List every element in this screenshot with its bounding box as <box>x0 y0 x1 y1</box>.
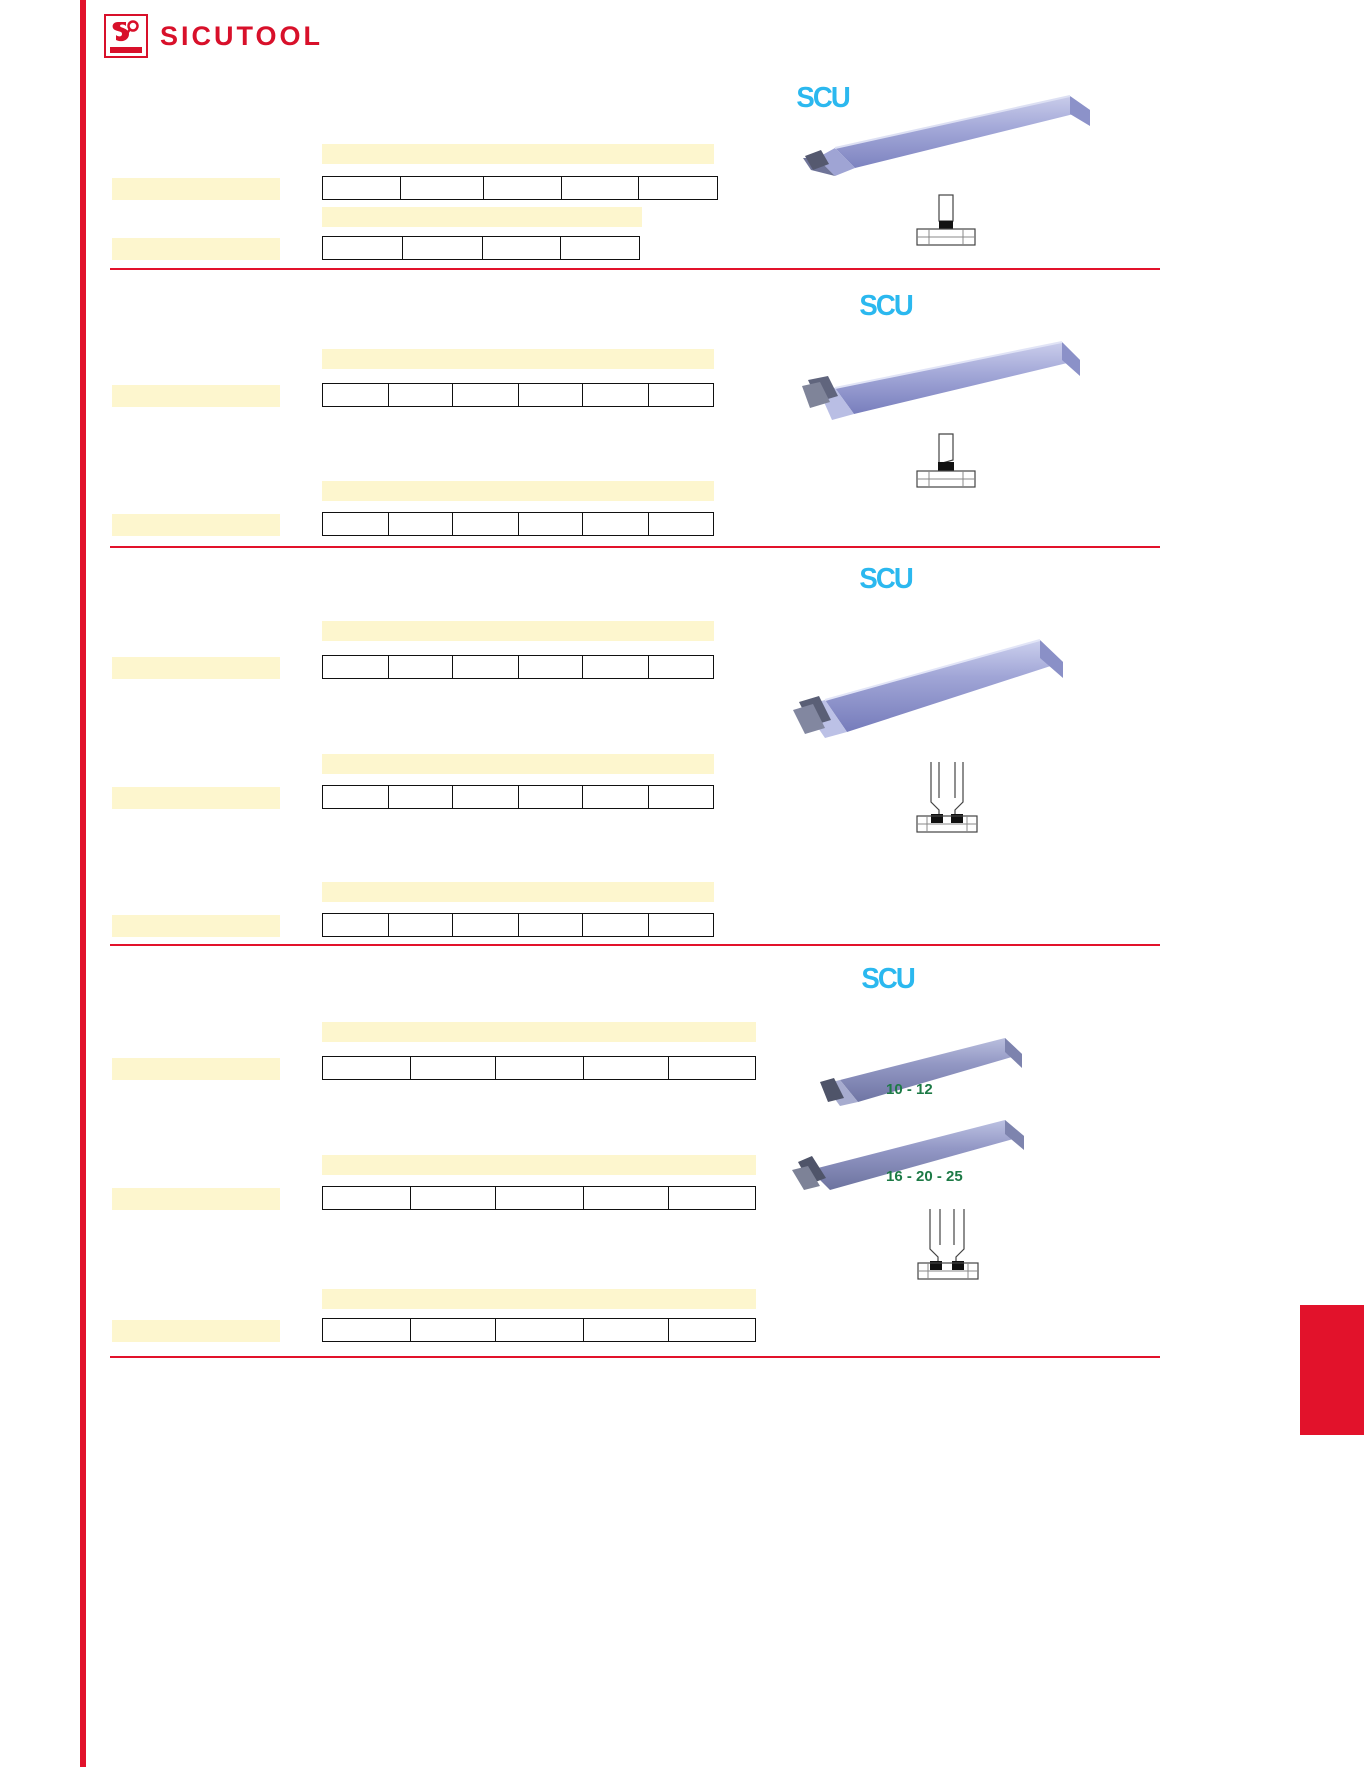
brand-name: SICUTOOL <box>160 20 324 51</box>
scu-heading-1: SCU <box>796 82 849 114</box>
brand-logo <box>104 14 323 58</box>
group-row-label <box>112 1188 280 1210</box>
spec-table <box>322 1186 756 1210</box>
scu-heading-4: SCU <box>861 963 914 995</box>
group-row-label <box>112 1058 280 1080</box>
spec-table <box>322 785 714 809</box>
scu-heading-2: SCU <box>859 290 912 322</box>
turning-tool-angled-icon <box>785 620 1085 765</box>
group-title-band <box>322 349 714 369</box>
group-row-label <box>112 915 280 937</box>
spec-table <box>322 655 714 679</box>
spec-table <box>322 512 714 536</box>
tool-size-caption: 10 - 12 <box>886 1081 933 1098</box>
right-red-tab <box>1300 1305 1364 1435</box>
group-row-label <box>112 787 280 809</box>
spec-table <box>322 1318 756 1342</box>
group-title-band <box>322 882 714 902</box>
group-title-band <box>322 621 714 641</box>
group-row-label <box>112 238 280 260</box>
group-title-band <box>322 207 642 227</box>
spec-table <box>322 236 640 260</box>
spec-table <box>322 383 714 407</box>
section-divider <box>110 1356 1160 1358</box>
sicutool-logo-icon <box>104 14 148 58</box>
spec-table <box>322 176 718 200</box>
tool-cross-section-single-icon <box>905 193 985 253</box>
tool-size-caption: 16 - 20 - 25 <box>886 1168 963 1185</box>
turning-tool-pointed-icon <box>795 88 1095 203</box>
tool-cross-section-double-icon <box>908 1205 993 1290</box>
spec-table <box>322 1056 756 1080</box>
group-row-label <box>112 657 280 679</box>
group-row-label <box>112 1320 280 1342</box>
tool-cross-section-double-icon <box>905 758 990 843</box>
left-red-rule <box>80 0 86 1767</box>
group-title-band <box>322 481 714 501</box>
group-row-label <box>112 514 280 536</box>
group-row-label <box>112 385 280 407</box>
group-title-band <box>322 1022 756 1042</box>
group-row-label <box>112 178 280 200</box>
group-title-band <box>322 754 714 774</box>
tool-cross-section-single-icon <box>905 430 985 495</box>
group-title-band <box>322 1155 756 1175</box>
group-title-band <box>322 144 714 164</box>
spec-table <box>322 913 714 937</box>
turning-tool-straight-icon <box>780 330 1090 445</box>
section-divider <box>110 268 1160 270</box>
scu-heading-3: SCU <box>859 563 912 595</box>
group-title-band <box>322 1289 756 1309</box>
section-divider <box>110 944 1160 946</box>
section-divider <box>110 546 1160 548</box>
